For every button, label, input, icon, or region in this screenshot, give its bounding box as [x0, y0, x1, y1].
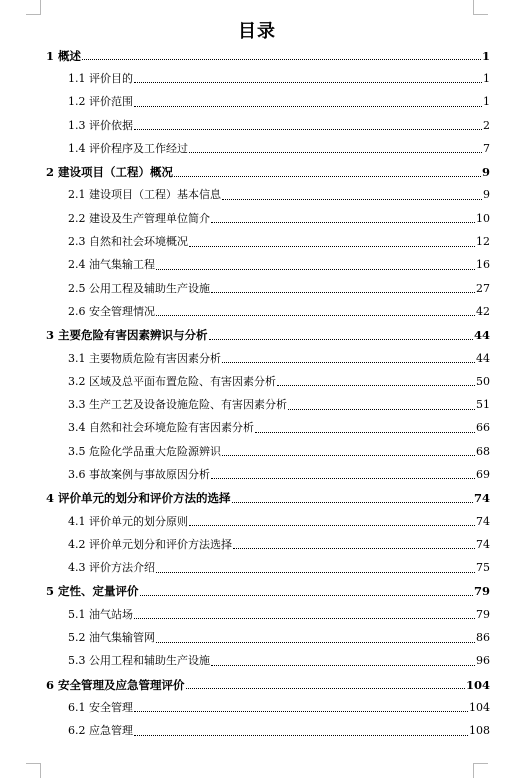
toc-dot-leader [222, 199, 482, 200]
toc-section-entry[interactable] [0, 626, 514, 649]
toc-section-entry[interactable] [0, 91, 514, 114]
toc-entry-page-number: 27 [476, 281, 490, 295]
toc-entry-label: 5.3 公用工程和辅助生产设施 [68, 654, 210, 668]
toc-chapter-entry[interactable] [0, 673, 514, 696]
toc-entry-label: 1.3 评价依据 [68, 118, 133, 132]
toc-dot-leader [189, 152, 482, 153]
toc-dot-leader [211, 478, 475, 479]
toc-entry-page-number: 16 [476, 258, 490, 272]
toc-entry-label: 1.1 评价目的 [68, 71, 133, 85]
toc-section-entry[interactable] [0, 510, 514, 533]
toc-section-entry[interactable] [0, 207, 514, 230]
page-corner-mark-bottom-right [473, 763, 488, 778]
toc-entry-label: 5.1 油气站场 [68, 607, 133, 621]
toc-entry-label: 3.3 生产工艺及设备设施危险、有害因素分析 [68, 398, 287, 412]
toc-entry-page-number: 104 [469, 700, 490, 714]
toc-entry-label: 1.2 评价范围 [68, 95, 133, 109]
page-corner-mark-top-right [473, 0, 488, 15]
toc-entry-page-number: 10 [476, 211, 490, 225]
toc-entry-label: 2.5 公用工程及辅助生产设施 [68, 281, 210, 295]
toc-section-entry[interactable] [0, 300, 514, 323]
toc-section-entry[interactable] [0, 720, 514, 743]
toc-entry-label: 5 定性、定量评价 [46, 584, 139, 599]
toc-entry-page-number: 66 [476, 421, 490, 435]
table-of-contents [0, 44, 514, 743]
toc-entry-label: 2.1 建设项目（工程）基本信息 [68, 188, 221, 202]
toc-dot-leader [156, 642, 475, 643]
page-corner-mark-top-left [26, 0, 41, 15]
toc-entry-label: 4.2 评价单元划分和评价方法选择 [68, 537, 232, 551]
toc-dot-leader [209, 339, 473, 340]
toc-dot-leader [211, 292, 475, 293]
toc-section-entry[interactable] [0, 184, 514, 207]
toc-entry-label: 2.3 自然和社会环境概况 [68, 235, 188, 249]
toc-dot-leader [288, 409, 475, 410]
toc-entry-page-number: 74 [476, 537, 490, 551]
toc-dot-leader [233, 548, 475, 549]
toc-entry-page-number: 7 [483, 141, 490, 155]
toc-dot-leader [277, 385, 475, 386]
toc-entry-label: 3.4 自然和社会环境危险有害因素分析 [68, 421, 254, 435]
toc-section-entry[interactable] [0, 417, 514, 440]
toc-dot-leader [156, 572, 475, 573]
toc-dot-leader [211, 665, 475, 666]
toc-dot-leader [134, 618, 475, 619]
toc-entry-page-number: 104 [465, 677, 490, 692]
toc-entry-label: 4 评价单元的划分和评价方法的选择 [46, 491, 231, 506]
toc-dot-leader [82, 59, 481, 60]
toc-entry-page-number: 12 [476, 235, 490, 249]
toc-entry-page-number: 9 [483, 188, 490, 202]
toc-entry-page-number: 79 [473, 584, 490, 599]
toc-entry-page-number: 1 [481, 48, 490, 63]
toc-entry-page-number: 42 [476, 304, 490, 318]
toc-section-entry[interactable] [0, 393, 514, 416]
toc-entry-label: 2.4 油气集输工程 [68, 258, 155, 272]
toc-dot-leader [222, 455, 475, 456]
toc-entry-label: 3.5 危险化学品重大危险源辨识 [68, 444, 221, 458]
toc-dot-leader [134, 82, 482, 83]
toc-section-entry[interactable] [0, 440, 514, 463]
toc-dot-leader [232, 502, 473, 503]
toc-entry-label: 3.2 区域及总平面布置危险、有害因素分析 [68, 374, 276, 388]
toc-entry-page-number: 86 [476, 631, 490, 645]
toc-chapter-entry[interactable] [0, 324, 514, 347]
toc-entry-page-number: 9 [481, 165, 490, 180]
toc-entry-label: 6.1 安全管理 [68, 700, 133, 714]
toc-entry-label: 1 概述 [46, 48, 82, 63]
toc-entry-label: 3.1 主要物质危险有害因素分析 [68, 351, 221, 365]
toc-section-entry[interactable] [0, 347, 514, 370]
toc-dot-leader [222, 362, 475, 363]
toc-entry-page-number: 2 [483, 118, 490, 132]
toc-dot-leader [186, 688, 465, 689]
toc-section-entry[interactable] [0, 696, 514, 719]
toc-dot-leader [156, 315, 475, 316]
toc-entry-page-number: 1 [483, 95, 490, 109]
toc-chapter-entry[interactable] [0, 487, 514, 510]
toc-entry-page-number: 1 [483, 71, 490, 85]
toc-entry-label: 6 安全管理及应急管理评价 [46, 677, 185, 692]
toc-section-entry[interactable] [0, 463, 514, 486]
toc-section-entry[interactable] [0, 370, 514, 393]
toc-section-entry[interactable] [0, 603, 514, 626]
toc-entry-label: 4.3 评价方法介绍 [68, 561, 155, 575]
toc-section-entry[interactable] [0, 650, 514, 673]
toc-entry-page-number: 50 [476, 374, 490, 388]
toc-dot-leader [134, 711, 468, 712]
toc-entry-page-number: 74 [476, 514, 490, 528]
toc-dot-leader [255, 432, 475, 433]
toc-section-entry[interactable] [0, 254, 514, 277]
toc-entry-label: 6.2 应急管理 [68, 724, 133, 738]
toc-dot-leader [134, 129, 482, 130]
toc-section-entry[interactable] [0, 114, 514, 137]
toc-chapter-entry[interactable] [0, 44, 514, 67]
toc-section-entry[interactable] [0, 277, 514, 300]
toc-section-entry[interactable] [0, 557, 514, 580]
toc-section-entry[interactable] [0, 137, 514, 160]
toc-entry-page-number: 68 [476, 444, 490, 458]
toc-entry-page-number: 96 [476, 654, 490, 668]
toc-entry-label: 2 建设项目（工程）概况 [46, 165, 174, 180]
toc-entry-page-number: 44 [473, 328, 490, 343]
toc-entry-page-number: 74 [473, 491, 490, 506]
toc-dot-leader [174, 176, 481, 177]
toc-chapter-entry[interactable] [0, 580, 514, 603]
toc-entry-page-number: 51 [476, 398, 490, 412]
toc-title: 目录 [238, 21, 276, 42]
toc-section-entry[interactable] [0, 230, 514, 253]
toc-section-entry[interactable] [0, 67, 514, 90]
page-corner-mark-bottom-left [26, 763, 41, 778]
toc-entry-label: 2.6 安全管理情况 [68, 304, 155, 318]
toc-section-entry[interactable] [0, 533, 514, 556]
toc-entry-label: 2.2 建设及生产管理单位简介 [68, 211, 210, 225]
toc-entry-page-number: 44 [476, 351, 490, 365]
toc-chapter-entry[interactable] [0, 160, 514, 183]
toc-dot-leader [211, 222, 475, 223]
toc-dot-leader [140, 595, 473, 596]
toc-entry-page-number: 108 [469, 724, 490, 738]
toc-dot-leader [134, 106, 482, 107]
toc-dot-leader [156, 269, 475, 270]
toc-entry-label: 3 主要危险有害因素辨识与分析 [46, 328, 208, 343]
toc-entry-label: 5.2 油气集输管网 [68, 631, 155, 645]
toc-dot-leader [189, 246, 475, 247]
toc-entry-page-number: 79 [476, 607, 490, 621]
toc-entry-page-number: 69 [476, 467, 490, 481]
toc-dot-leader [134, 735, 468, 736]
toc-dot-leader [189, 525, 475, 526]
toc-entry-label: 3.6 事故案例与事故原因分析 [68, 467, 210, 481]
toc-entry-label: 4.1 评价单元的划分原则 [68, 514, 188, 528]
toc-entry-page-number: 75 [476, 561, 490, 575]
toc-entry-label: 1.4 评价程序及工作经过 [68, 141, 188, 155]
